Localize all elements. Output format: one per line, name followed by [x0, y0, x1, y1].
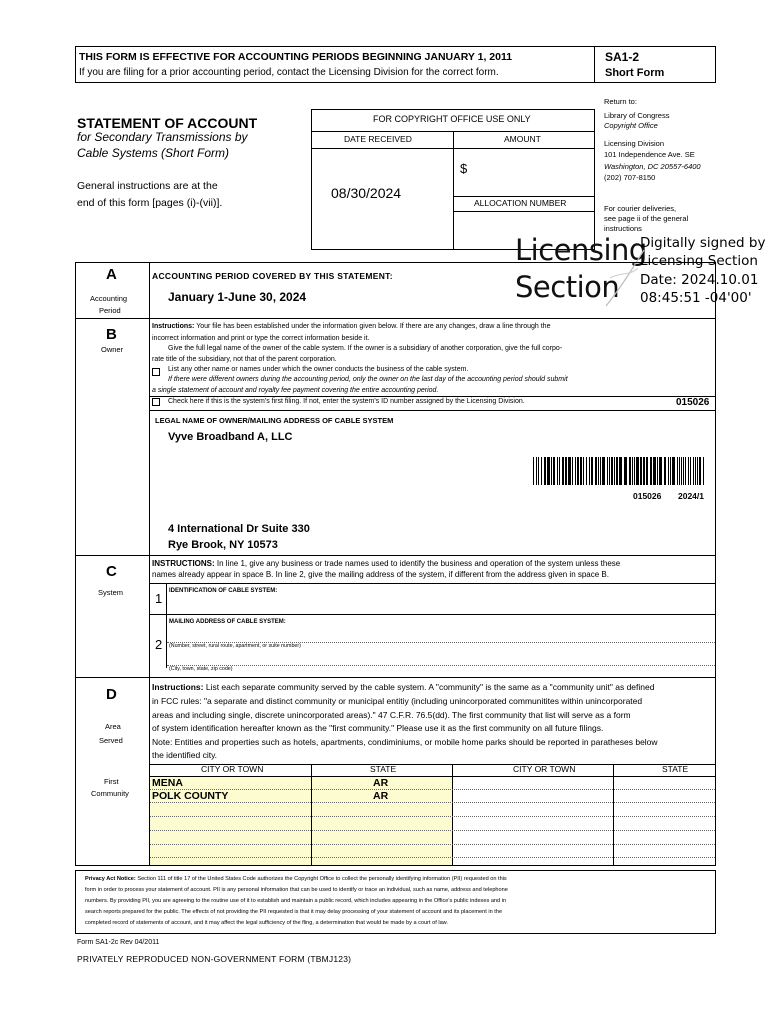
page-title: STATEMENT OF ACCOUNT: [77, 115, 258, 131]
form-code: SA1-2: [605, 50, 640, 64]
return-division: Licensing Division: [604, 139, 665, 148]
first-community-label-2: Community: [91, 789, 129, 798]
col-city-or-town-2: CITY OR TOWN: [513, 764, 576, 774]
section-a-label-2: Period: [99, 306, 121, 315]
community-state-1[interactable]: AR: [373, 777, 389, 789]
privacy-line-2: form in order to process your statement of account. PII is any personal information that can be used to identify or trace an individual, such as name, address and telephone: [85, 887, 508, 893]
title-sub-1: for Secondary Transmissions by: [77, 130, 248, 144]
signature-signer: Licensing Section: [640, 253, 758, 269]
barcode-system-id: 015026: [633, 491, 662, 501]
mailing-address-label: MAILING ADDRESS OF CABLE SYSTEM:: [169, 619, 286, 625]
section-d-instr-1: Instructions: List each separate community served by the cable system. A "community" is the same as a "community unit" as defined: [152, 682, 655, 692]
courier-note-1: For courier deliveries,: [604, 204, 677, 213]
street-hint: (Number, street, rural route, apartment, or suite number): [169, 643, 301, 649]
section-a-letter: A: [106, 266, 117, 283]
courier-note-2: see page ii of the general: [604, 214, 689, 223]
community-city-2[interactable]: POLK COUNTY: [152, 790, 229, 802]
legal-name-label: LEGAL NAME OF OWNER/MAILING ADDRESS OF CABLE SYSTEM: [155, 416, 394, 425]
first-community-label-1: First: [104, 777, 119, 786]
section-b-instr-2: incorrect information and print or type the correct information beside it.: [152, 335, 370, 342]
signature-date: Date: 2024.10.01: [640, 272, 759, 288]
line-2-number: 2: [155, 637, 163, 652]
signature-time: 08:45:51 -04'00': [640, 290, 752, 306]
identification-label: IDENTIFICATION OF CABLE SYSTEM:: [169, 588, 278, 594]
amount-label: AMOUNT: [504, 134, 541, 144]
section-d-label-1: Area: [105, 722, 121, 731]
return-library: Library of Congress: [604, 111, 670, 120]
community-city-1[interactable]: MENA: [152, 777, 183, 789]
date-received-label: DATE RECEIVED: [344, 134, 412, 144]
signature-signed-by: Digitally signed by: [640, 235, 766, 251]
section-c-instr-2: names already appear in space B. In line 2, give the mailing address of the system, if different from the address given in space B.: [152, 570, 609, 579]
section-b-instr-4: rate title of the subsidiary, not that of the parent corporation.: [152, 356, 337, 363]
section-c-instr-1: INSTRUCTIONS: In line 1, give any business or trade names used to identify the business and operation of the system unless these: [152, 559, 621, 568]
owner-name[interactable]: Vyve Broadband A, LLC: [168, 431, 293, 443]
system-id-number[interactable]: 015026: [676, 397, 710, 408]
section-b-label: Owner: [101, 345, 124, 354]
col-city-or-town: CITY OR TOWN: [201, 764, 264, 774]
return-phone: (202) 707-8150: [604, 173, 656, 182]
form-type: Short Form: [605, 67, 665, 79]
return-copyright-office: Copyright Office: [604, 121, 658, 130]
section-d-instr-3: areas and including single, discrete unincorporated areas)." 47 C.F.R. 76.5(dd). The first community that list will serve as a form: [152, 710, 631, 720]
col-state-2: STATE: [662, 764, 689, 774]
section-a-label-1: Accounting: [90, 294, 128, 303]
dollar-sign: $: [460, 161, 468, 176]
section-b-instr-8: Check here if this is the system's first filing. If not, enter the system's ID number assigned by the Licensing Division.: [168, 398, 525, 405]
barcode-period: 2024/1: [678, 491, 704, 501]
section-d-instr-2: in FCC rules: "a separate and distinct community or municipal entitiy (including unincorporated communitites within unincorporated: [152, 696, 643, 706]
barcode-icon: [533, 457, 708, 485]
community-state-2[interactable]: AR: [373, 790, 389, 802]
section-d-instr-5: Note: Entities and properties such as hotels, apartments, condiminiums, or mobile home parks should be reported in paratheses below: [152, 737, 658, 747]
courier-note-3: instructions: [604, 224, 642, 233]
allocation-number-label: ALLOCATION NUMBER: [474, 198, 567, 208]
form-revision: Form SA1-2c Rev 04/2011: [77, 939, 160, 946]
general-instructions-2: end of this form [pages (i)-(vii)].: [77, 197, 223, 209]
section-b-instr-1: Instructions: Your file has been established under the information given below. If there are any changes, draw a line through the: [152, 323, 551, 330]
section-d-label-2: Served: [99, 736, 123, 745]
date-received-value[interactable]: 08/30/2024: [331, 185, 402, 201]
section-d-letter: D: [106, 686, 117, 703]
col-state: STATE: [370, 764, 397, 774]
other-names-checkbox[interactable]: [152, 368, 160, 376]
effective-notice: THIS FORM IS EFFECTIVE FOR ACCOUNTING PERIODS BEGINNING JANUARY 1, 2011: [79, 51, 513, 63]
privacy-line-5: completed record of statements of account, and it may affect the legal sufficiency of the fling, a determination that would be made by a court of law.: [85, 920, 448, 926]
accounting-period-heading: ACCOUNTING PERIOD COVERED BY THIS STATEMENT:: [152, 271, 393, 281]
signature-stamp-licensing: Licensing: [515, 233, 647, 267]
section-b-instr-6: If there were different owners during the accounting period, only the owner on the last day of the accounting period should submit: [168, 376, 568, 383]
return-to-label: Return to:: [604, 97, 637, 106]
signature-stamp-section: Section: [515, 270, 620, 304]
return-street: 101 Independence Ave. SE: [604, 150, 695, 159]
owner-address-line-2[interactable]: Rye Brook, NY 10573: [168, 539, 278, 551]
section-b-instr-3: Give the full legal name of the owner of the cable system. If the owner is a subsidiary of another corporation, give the full corpo-: [168, 345, 563, 352]
line-1-number: 1: [155, 591, 163, 606]
section-b-instr-7: a single statement of account and royalty fee payment covering the entire accounting period.: [152, 387, 439, 394]
return-city: Washington, DC 20557-6400: [604, 162, 701, 171]
privacy-line-3: numbers. By providing PII, you are agreeing to the routine use of it to establish and maintain a public record, which includes appearing in the Office's public indexes and in: [85, 898, 507, 904]
city-hint: (City, town, state, zip code): [169, 666, 233, 672]
office-use-heading: FOR COPYRIGHT OFFICE USE ONLY: [373, 114, 531, 124]
section-d-instr-4: of system identification hereafter known as the "first community." Please use it as the first community on all future filings.: [152, 723, 604, 733]
privacy-line-1: Privacy Act Notice: Section 111 of title 17 of the United States Code authorizes the Copyright Office to collect the personally identifying information (PII) requested on this: [85, 876, 507, 882]
section-c-label: System: [98, 588, 124, 597]
section-b-letter: B: [106, 326, 117, 343]
privately-reproduced: PRIVATELY REPRODUCED NON-GOVERNMENT FORM (TBMJ123): [77, 954, 352, 964]
privacy-line-4: search reports prepared for the public. The effects of not providing the PII requested is that it may delay processing of your statement of account and its placement in the: [85, 909, 503, 915]
section-c-letter: C: [106, 563, 117, 580]
title-sub-2: Cable Systems (Short Form): [77, 146, 230, 160]
section-b-instr-5: List any other name or names under which the owner conducts the business of the cable system.: [168, 366, 469, 373]
section-d-instr-6: the identified city.: [152, 750, 218, 760]
general-instructions-1: General instructions are at the: [77, 180, 218, 192]
accounting-period-value[interactable]: January 1-June 30, 2024: [168, 290, 307, 304]
prior-period-notice: If you are filing for a prior accounting period, contact the Licensing Division for the correct form.: [79, 67, 499, 78]
first-filing-checkbox[interactable]: [152, 398, 160, 406]
owner-address-line-1[interactable]: 4 International Dr Suite 330: [168, 523, 310, 535]
